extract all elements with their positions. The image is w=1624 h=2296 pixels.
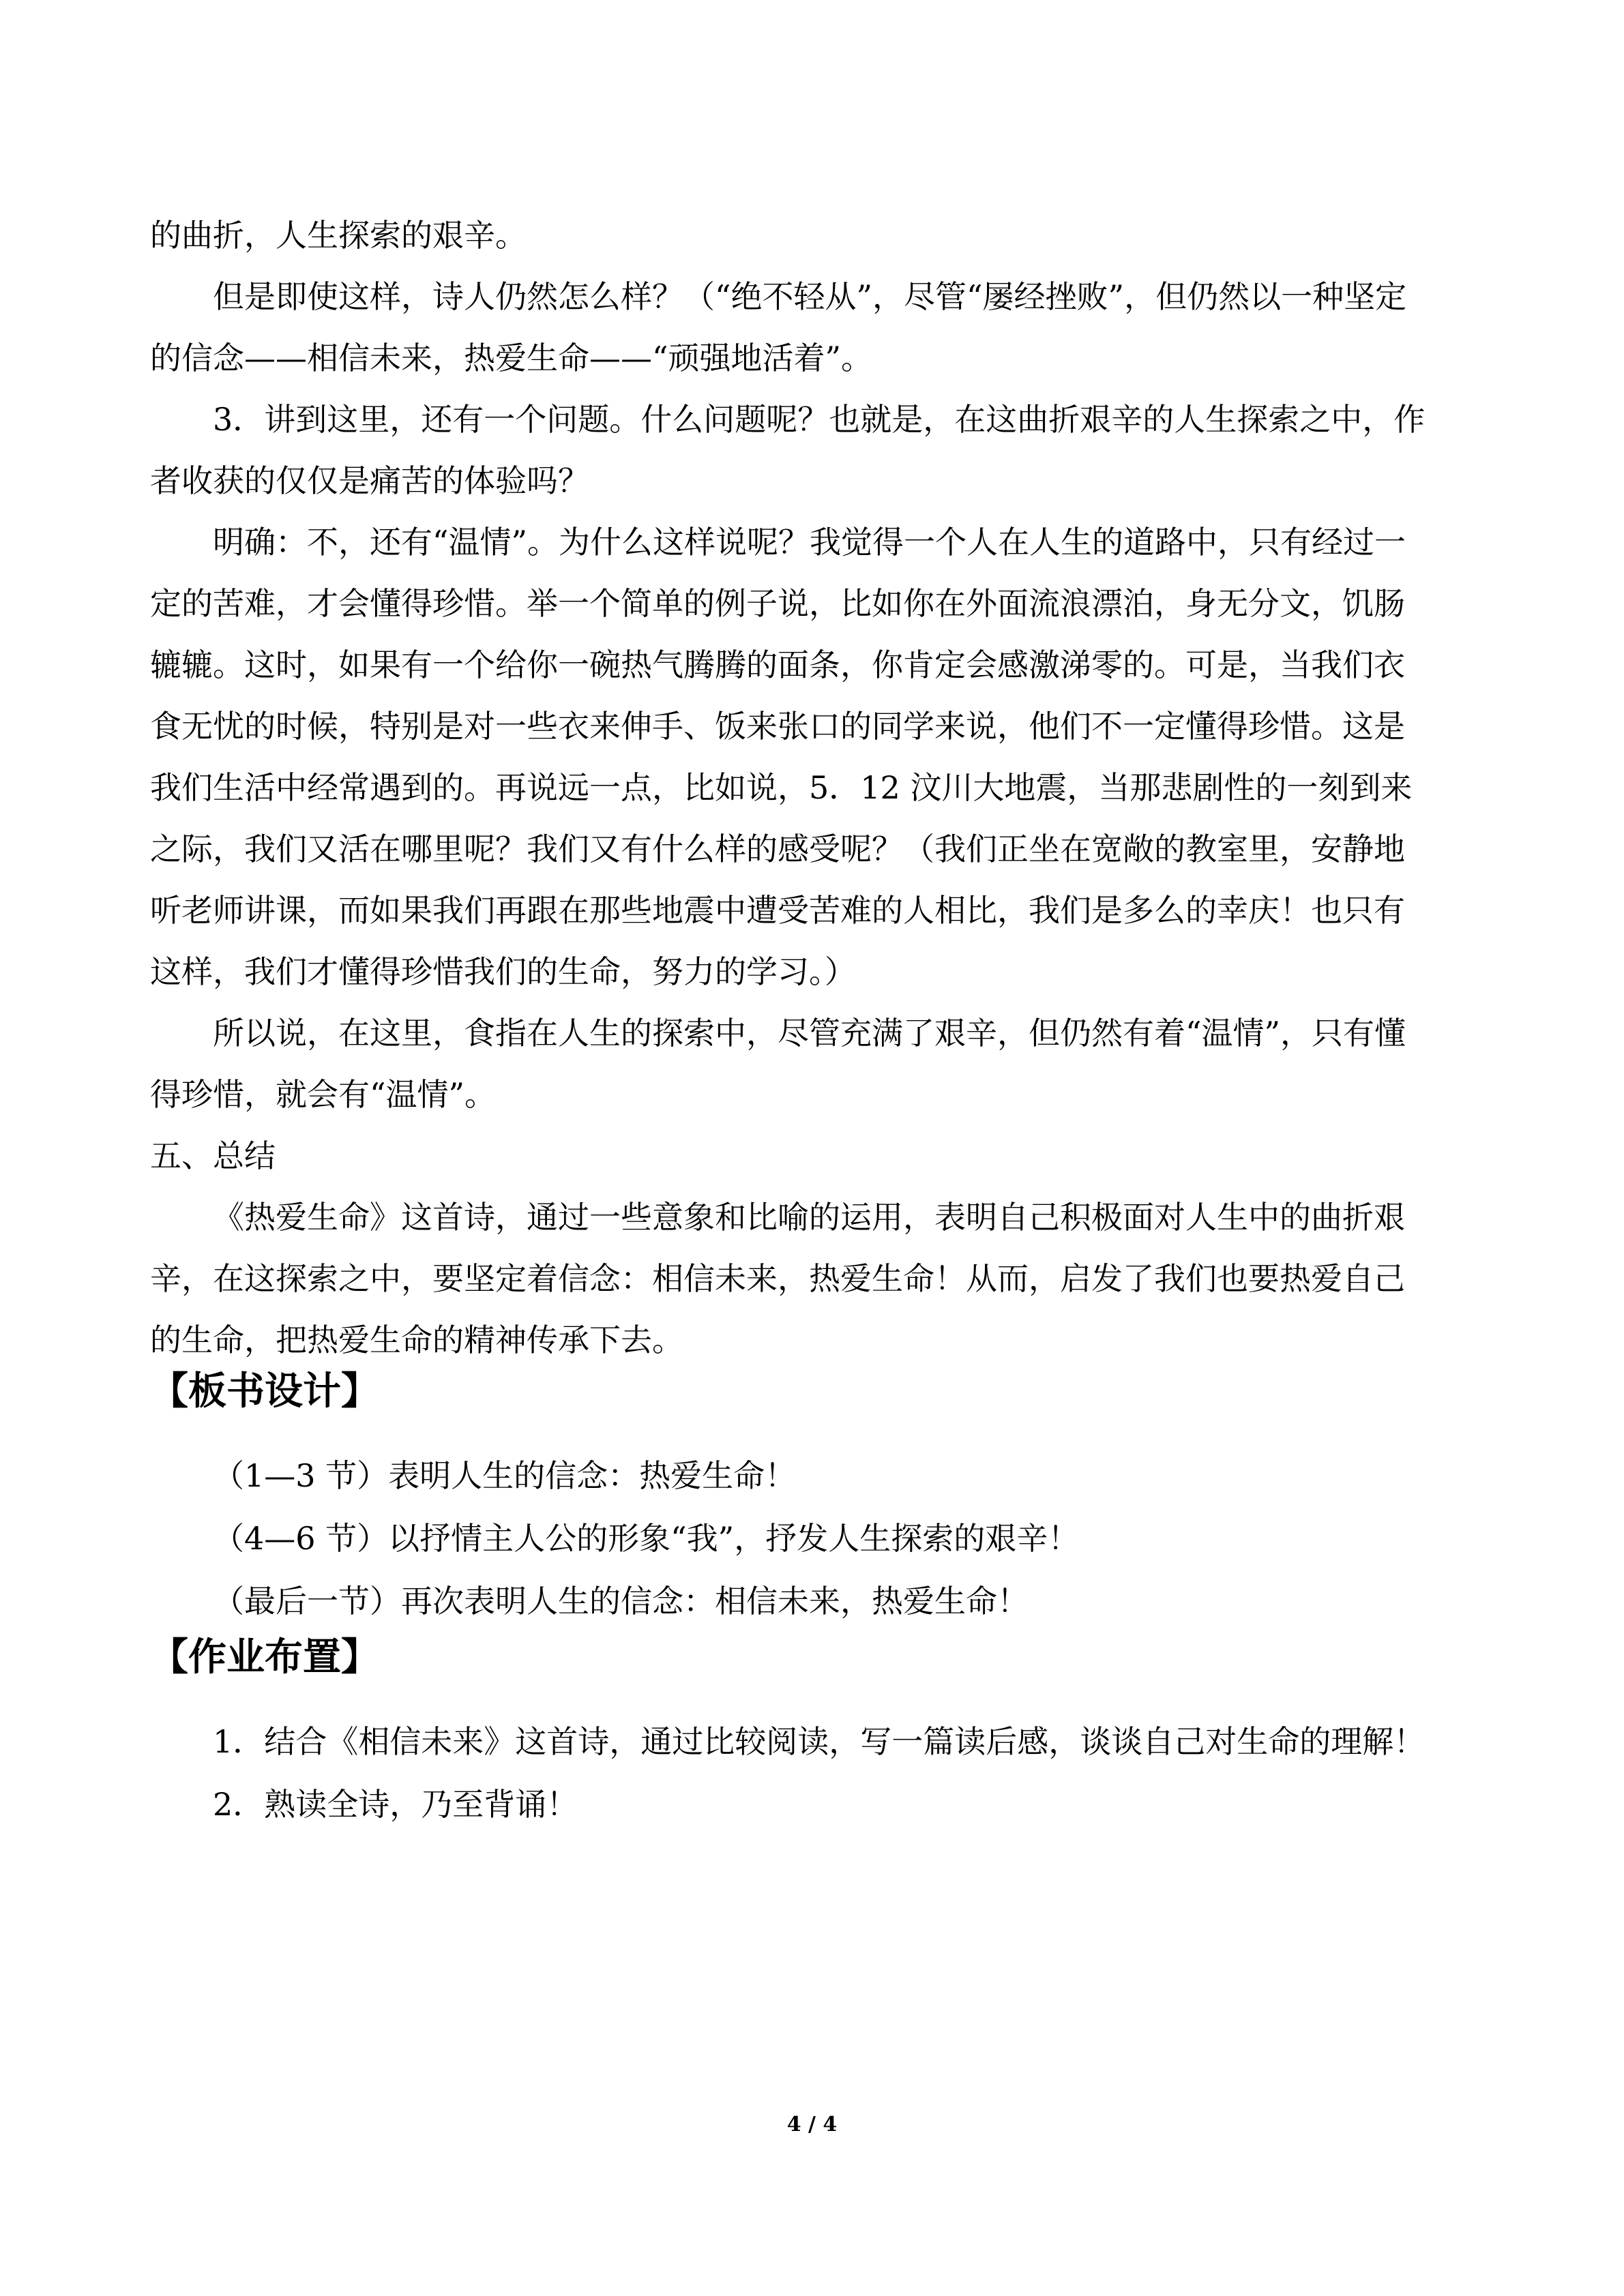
text-line: 《热爱生命》这首诗，通过一些意象和比喻的运用，表明自己积极面对人生中的曲折艰 — [213, 1199, 1405, 1236]
board-design-list — [213, 1444, 1079, 1632]
board-design-item: （1—3 节）表明人生的信念：热爱生命！ — [213, 1457, 797, 1494]
text-line: 的曲折，人生探索的艰辛。 — [150, 217, 527, 254]
text-line: 所以说，在这里，食指在人生的探索中，尽管充满了艰辛，但仍然有着“温情”，只有懂 — [213, 1015, 1406, 1052]
text-line: 得珍惜，就会有“温情”。 — [150, 1076, 497, 1113]
text-line: 定的苦难，才会懂得珍惜。举一个简单的例子说，比如你在外面流浪漂泊，身无分文，饥肠 — [150, 585, 1405, 622]
section-title: 五、总结 — [150, 1137, 276, 1174]
text-line: 辘辘。这时，如果有一个给你一碗热气腾腾的面条，你肯定会感激涕零的。可是，当我们衣 — [150, 646, 1405, 683]
body-text — [150, 205, 1487, 1371]
page-number: 4 / 4 — [786, 2113, 838, 2136]
text-line: 的生命，把热爱生命的精神传承下去。 — [150, 1322, 683, 1358]
text-line: 这样，我们才懂得珍惜我们的生命，努力的学习。） — [150, 953, 856, 990]
homework-item: 2．熟读全诗，乃至背诵！ — [213, 1786, 578, 1823]
text-line: 但是即使这样，诗人仍然怎么样？（“绝不轻从”，尽管“屡经挫败”，但仍然以一种坚定 — [213, 278, 1407, 315]
text-line: 者收获的仅仅是痛苦的体验吗？ — [150, 462, 589, 499]
board-design-item: （4—6 节）以抒情主人公的形象“我”，抒发人生探索的艰辛！ — [213, 1520, 1080, 1557]
homework-list — [213, 1710, 1425, 1836]
text-line: 3．讲到这里，还有一个问题。什么问题呢？也就是，在这曲折艰辛的人生探索之中，作 — [213, 401, 1426, 438]
homework-heading: 【作业布置】 — [150, 1635, 379, 1680]
text-line: 之际，我们又活在哪里呢？我们又有什么样的感受呢？（我们正坐在宽敞的教室里，安静地 — [150, 831, 1405, 867]
text-line: 我们生活中经常遇到的。再说远一点，比如说，5．12 汶川大地震，当那悲剧性的一刻到来 — [150, 769, 1413, 806]
text-line: 的信念——相信未来，热爱生命——“顽强地活着”。 — [150, 340, 873, 376]
text-line: 明确：不，还有“温情”。为什么这样说呢？我觉得一个人在人生的道路中，只有经过一 — [213, 524, 1406, 561]
text-line: 听老师讲课，而如果我们再跟在那些地震中遭受苦难的人相比，我们是多么的幸庆！也只有 — [150, 892, 1405, 929]
text-line: 食无忧的时候，特别是对一些衣来伸手、饭来张口的同学来说，他们不一定懂得珍惜。这是 — [150, 708, 1405, 745]
board-design-item: （最后一节）再次表明人生的信念：相信未来，热爱生命！ — [213, 1583, 1029, 1620]
board-design-heading: 【板书设计】 — [150, 1369, 379, 1414]
text-line: 辛，在这探索之中，要坚定着信念：相信未来，热爱生命！从而，启发了我们也要热爱自己 — [150, 1260, 1405, 1297]
homework-item: 1．结合《相信未来》这首诗，通过比较阅读，写一篇读后感，谈谈自己对生命的理解！ — [213, 1723, 1426, 1760]
